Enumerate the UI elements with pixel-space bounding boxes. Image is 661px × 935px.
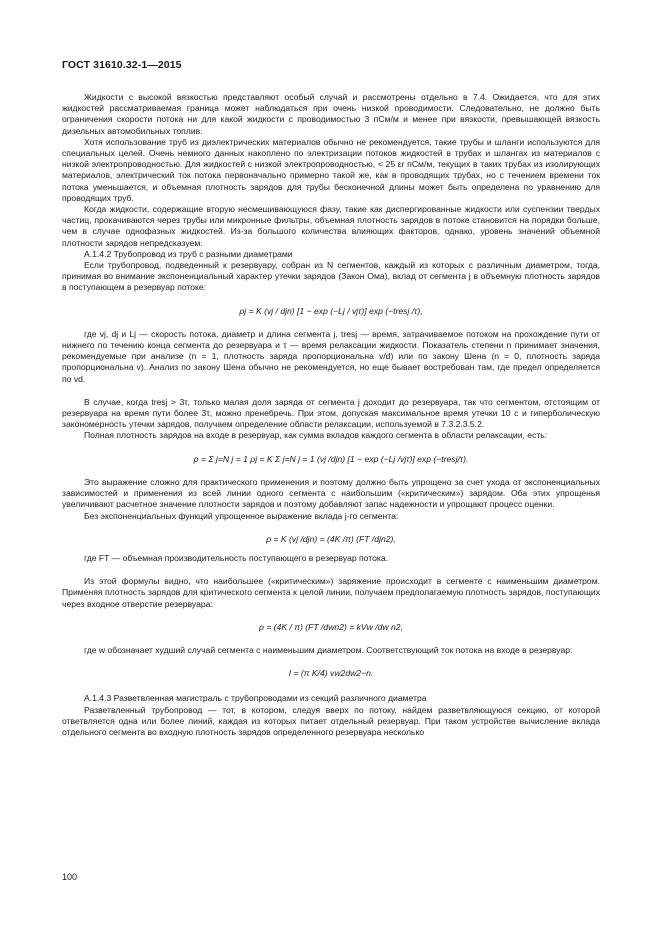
formula: ρ = K (vj /djn) = (4K /π) (FT /djn2), bbox=[266, 533, 396, 544]
paragraph: Это выражение сложно для практического применения и поэтому должно быть упрощено за счет ухода от экспоненциальных зависимостей и применения из всей линии одного сегмента с наибольшим («критическим») зарядом. Оба этих упрощенья увеличивают расчетное значение плотности зарядов и поэтому добавляют запас надежности и упрощают процесс оценки. bbox=[62, 476, 600, 510]
paragraph: Из этой формулы видно, что наибольшее («критическим») заряжение происходит в сегменте с наименьшим диаметром. Применяя плотность зарядов для критического сегмента к целой линии, получаем предполагаемую плотность зарядов, поступающих через входное отверстие резервуара: bbox=[62, 576, 600, 609]
paragraph: Без экспоненциальных функций упрощенное выражение вклада j-го сегмента: bbox=[84, 510, 399, 521]
formula: ρ = (4K / π) (FT /dwn2) = kVw /dw n2, bbox=[259, 621, 403, 632]
paragraph: Полная плотность зарядов на входе в резервуар, как сумма вкладов каждого сегмента в области релаксации, есть: bbox=[84, 430, 548, 441]
document-header: ГОСТ 31610.32-1—2015 bbox=[62, 59, 182, 71]
paragraph: Жидкости с высокой вязкостью представляют особый случай и рассмотрены отдельно в 7.4. Ожидается, что для этих жидкостей рассматриваемая граница может наблюдаться при очень низкой проводимости. Следовательно, не должно быть ограничения скорости потока ни для какой жидкости с проводимостью 3 пСм/м и менее при вязкости, превышающей вязкость дизельных автомобильных топлив. bbox=[62, 92, 600, 136]
paragraph: где w обозначает худший случай сегмента с наименьшим диаметром. Соответствующий ток потока на входе в резервуар: bbox=[84, 644, 573, 655]
paragraph: Хотя использование труб из диэлектрических материалов обычно не рекомендуется, такие трубы и шланги используются для специальных целей. Очень немного данных накоплено по электризации потоков жидкостей в трубах и шлангах из материалов с низкой электропроводностью. Для жидкостей с низкой электропроводностью, < 25 εr пСм/м, текущих в таких трубах из изолирующих материалов, электрический ток потока первоначально примерно такой же, как в проводящих трубах, но с течением времени ток потока уменьшается, и объемная плотность зарядов для трубы бесконечной длины может быть определена по уравнению для проводящих труб. bbox=[62, 136, 600, 203]
paragraph: Когда жидкости, содержащие вторую несмешивающуюся фазу, такие как диспергированные жидкости или суспензии твердых частиц, прокачиваются через трубы или микронные фильтры, объемная плотность зарядов в потоке становится на порядки больше, чем в случае однофазных жидкостей. Из-за большого количества влияющих факторов, однако, уровень значений объемной плотности зарядов непредсказуем. bbox=[62, 204, 600, 248]
paragraph: Если трубопровод, подведенный к резервуару, собран из N сегментов, каждый из которых с различным диаметром, тогда, принимая во внимание экспоненциальный характер утечки зарядов (Закон Ома), вклад от сегмента j в объемную плотность зарядов в поступающем в резервуар потоке: bbox=[62, 260, 600, 293]
section-heading: А.1.4.3 Разветвленная магистраль с трубопроводами из секций различного диаметра bbox=[84, 693, 427, 704]
formula: ρ = Σ j=N j = 1 ρj = K Σ j=N j = 1 (vj /djn) [1 − exp (−Lj /vjτ)] exp (−tresj/τ). bbox=[193, 453, 469, 464]
document-body bbox=[62, 92, 600, 738]
paragraph: В случае, когда tresj > 3τ, только малая доля заряда от сегмента j доходит до резервуара, так что сегментом, отстоящим от резервуара на время пути более 3τ, можно пренебречь. При этом, допуская максимальное время утечки 10 с и гиперболическую закономерность утечки зарядов, получаем определение области релаксации, используемой в 7.3.2.3.5.2. bbox=[62, 396, 600, 430]
section-heading: А.1.4.2 Трубопровод из труб с разными диаметрами bbox=[84, 248, 293, 259]
page-number: 100 bbox=[62, 872, 78, 882]
formula: ρj = K (vj / djn) [1 − exp (−Lj / vjτ)] exp (−tresj /τ), bbox=[239, 305, 423, 316]
paragraph: где vj, dj и Lj — скорость потока, диаметр и длина сегмента j, tresj — время, затрачиваемое потоком на прохождение пути от нижнего по течению конца сегмента до резервуара и τ — время релаксации жидкости. Показатель степени n принимает значения, рекомендуемые при анализе (n = 1, плотность заряда пропорциональна v/d) или по закону Шена (n = 0, плотность заряда пропорциональна v). Анализ по закону Шена обычно не рекомендуется, но еще бывает востребован там, где предел определяется по vd. bbox=[62, 328, 600, 384]
paragraph: где FT — объемная производительность поступающего в резервуар потока. bbox=[84, 552, 388, 563]
formula: I = (π K/4) vw2dw2−n. bbox=[288, 668, 374, 679]
paragraph: Разветвленный трубопровод — тот, в котором, следуя вверх по потоку, найдем разветвляющуюся секцию, от которой ответвляется одна или более линий, каждая из которых питает отдельный резервуар. При таком устройстве вычисление вклада отдельного сегмента во входную плотность зарядов определенного резервуара несколько bbox=[62, 704, 600, 737]
